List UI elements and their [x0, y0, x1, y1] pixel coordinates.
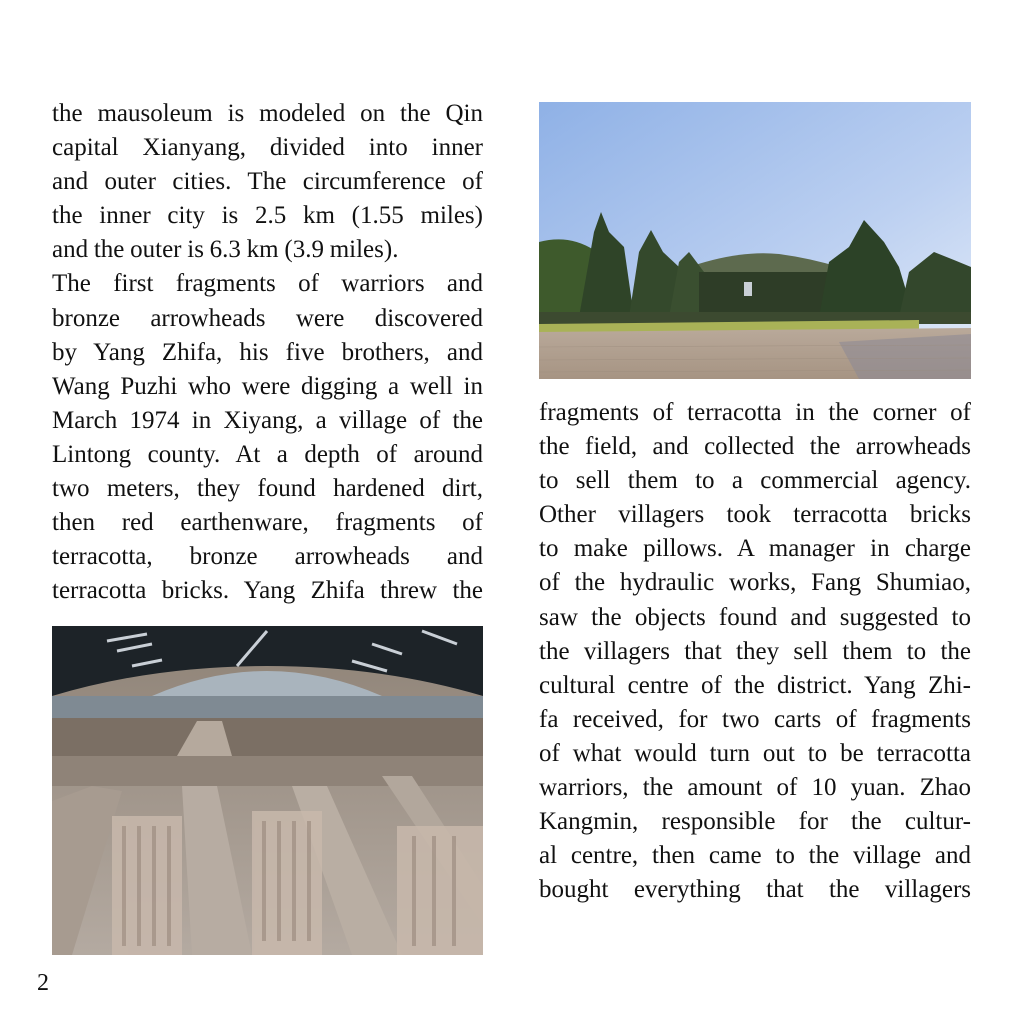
- text-line: of the hydraulic works, Fang Shumiao,: [539, 569, 971, 597]
- text-line: the field, and collected the arrowheads: [539, 433, 971, 461]
- text-line: Other villagers took terracotta bricks: [539, 501, 971, 529]
- right-text-column: [539, 396, 971, 907]
- text-line: saw the objects found and suggested to: [539, 603, 971, 631]
- text-line: Kangmin, responsible for the cultur-: [539, 808, 971, 836]
- text-line: March 1974 in Xiyang, a village of the: [52, 406, 483, 434]
- text-line: by Yang Zhifa, his five brothers, and: [52, 338, 483, 366]
- text-line: bronze arrowheads were discovered: [52, 304, 483, 332]
- text-line: terracotta, bronze arrowheads and: [52, 543, 483, 571]
- text-line: to make pillows. A manager in charge: [539, 535, 971, 563]
- text-line: and the outer is 6.3 km (3.9 miles).: [52, 236, 399, 264]
- text-line: the villagers that they sell them to the: [539, 637, 971, 665]
- text-line: and outer cities. The circumference of: [52, 168, 483, 196]
- text-line: of what would turn out to be terracotta: [539, 739, 971, 767]
- text-line: bought everything that the villagers: [539, 876, 971, 904]
- text-line: capital Xianyang, divided into inner: [52, 134, 483, 162]
- text-line: fa received, for two carts of fragments: [539, 705, 971, 733]
- text-line: Lintong county. At a depth of around: [52, 440, 483, 468]
- text-line: cultural centre of the district. Yang Zhi-: [539, 671, 971, 699]
- text-line: then red earthenware, fragments of: [52, 509, 483, 537]
- text-line: The first fragments of warriors and: [52, 270, 483, 298]
- text-line: the mausoleum is modeled on the Qin: [52, 100, 483, 127]
- text-line: to sell them to a commercial agency.: [539, 467, 971, 495]
- text-line: terracotta bricks. Yang Zhifa threw the: [52, 577, 483, 605]
- text-line: two meters, they found hardened dirt,: [52, 475, 483, 503]
- terracotta-pit-photo: [52, 626, 483, 955]
- text-line: the inner city is 2.5 km (1.55 miles): [52, 202, 483, 230]
- left-text-column: [52, 97, 483, 608]
- text-line: al centre, then came to the village and: [539, 842, 971, 870]
- mausoleum-park-photo: [539, 102, 971, 379]
- text-line: Wang Puzhi who were digging a well in: [52, 372, 483, 400]
- page-number: 2: [37, 970, 49, 996]
- text-line: warriors, the amount of 10 yuan. Zhao: [539, 774, 971, 802]
- text-line: fragments of terracotta in the corner of: [539, 399, 971, 426]
